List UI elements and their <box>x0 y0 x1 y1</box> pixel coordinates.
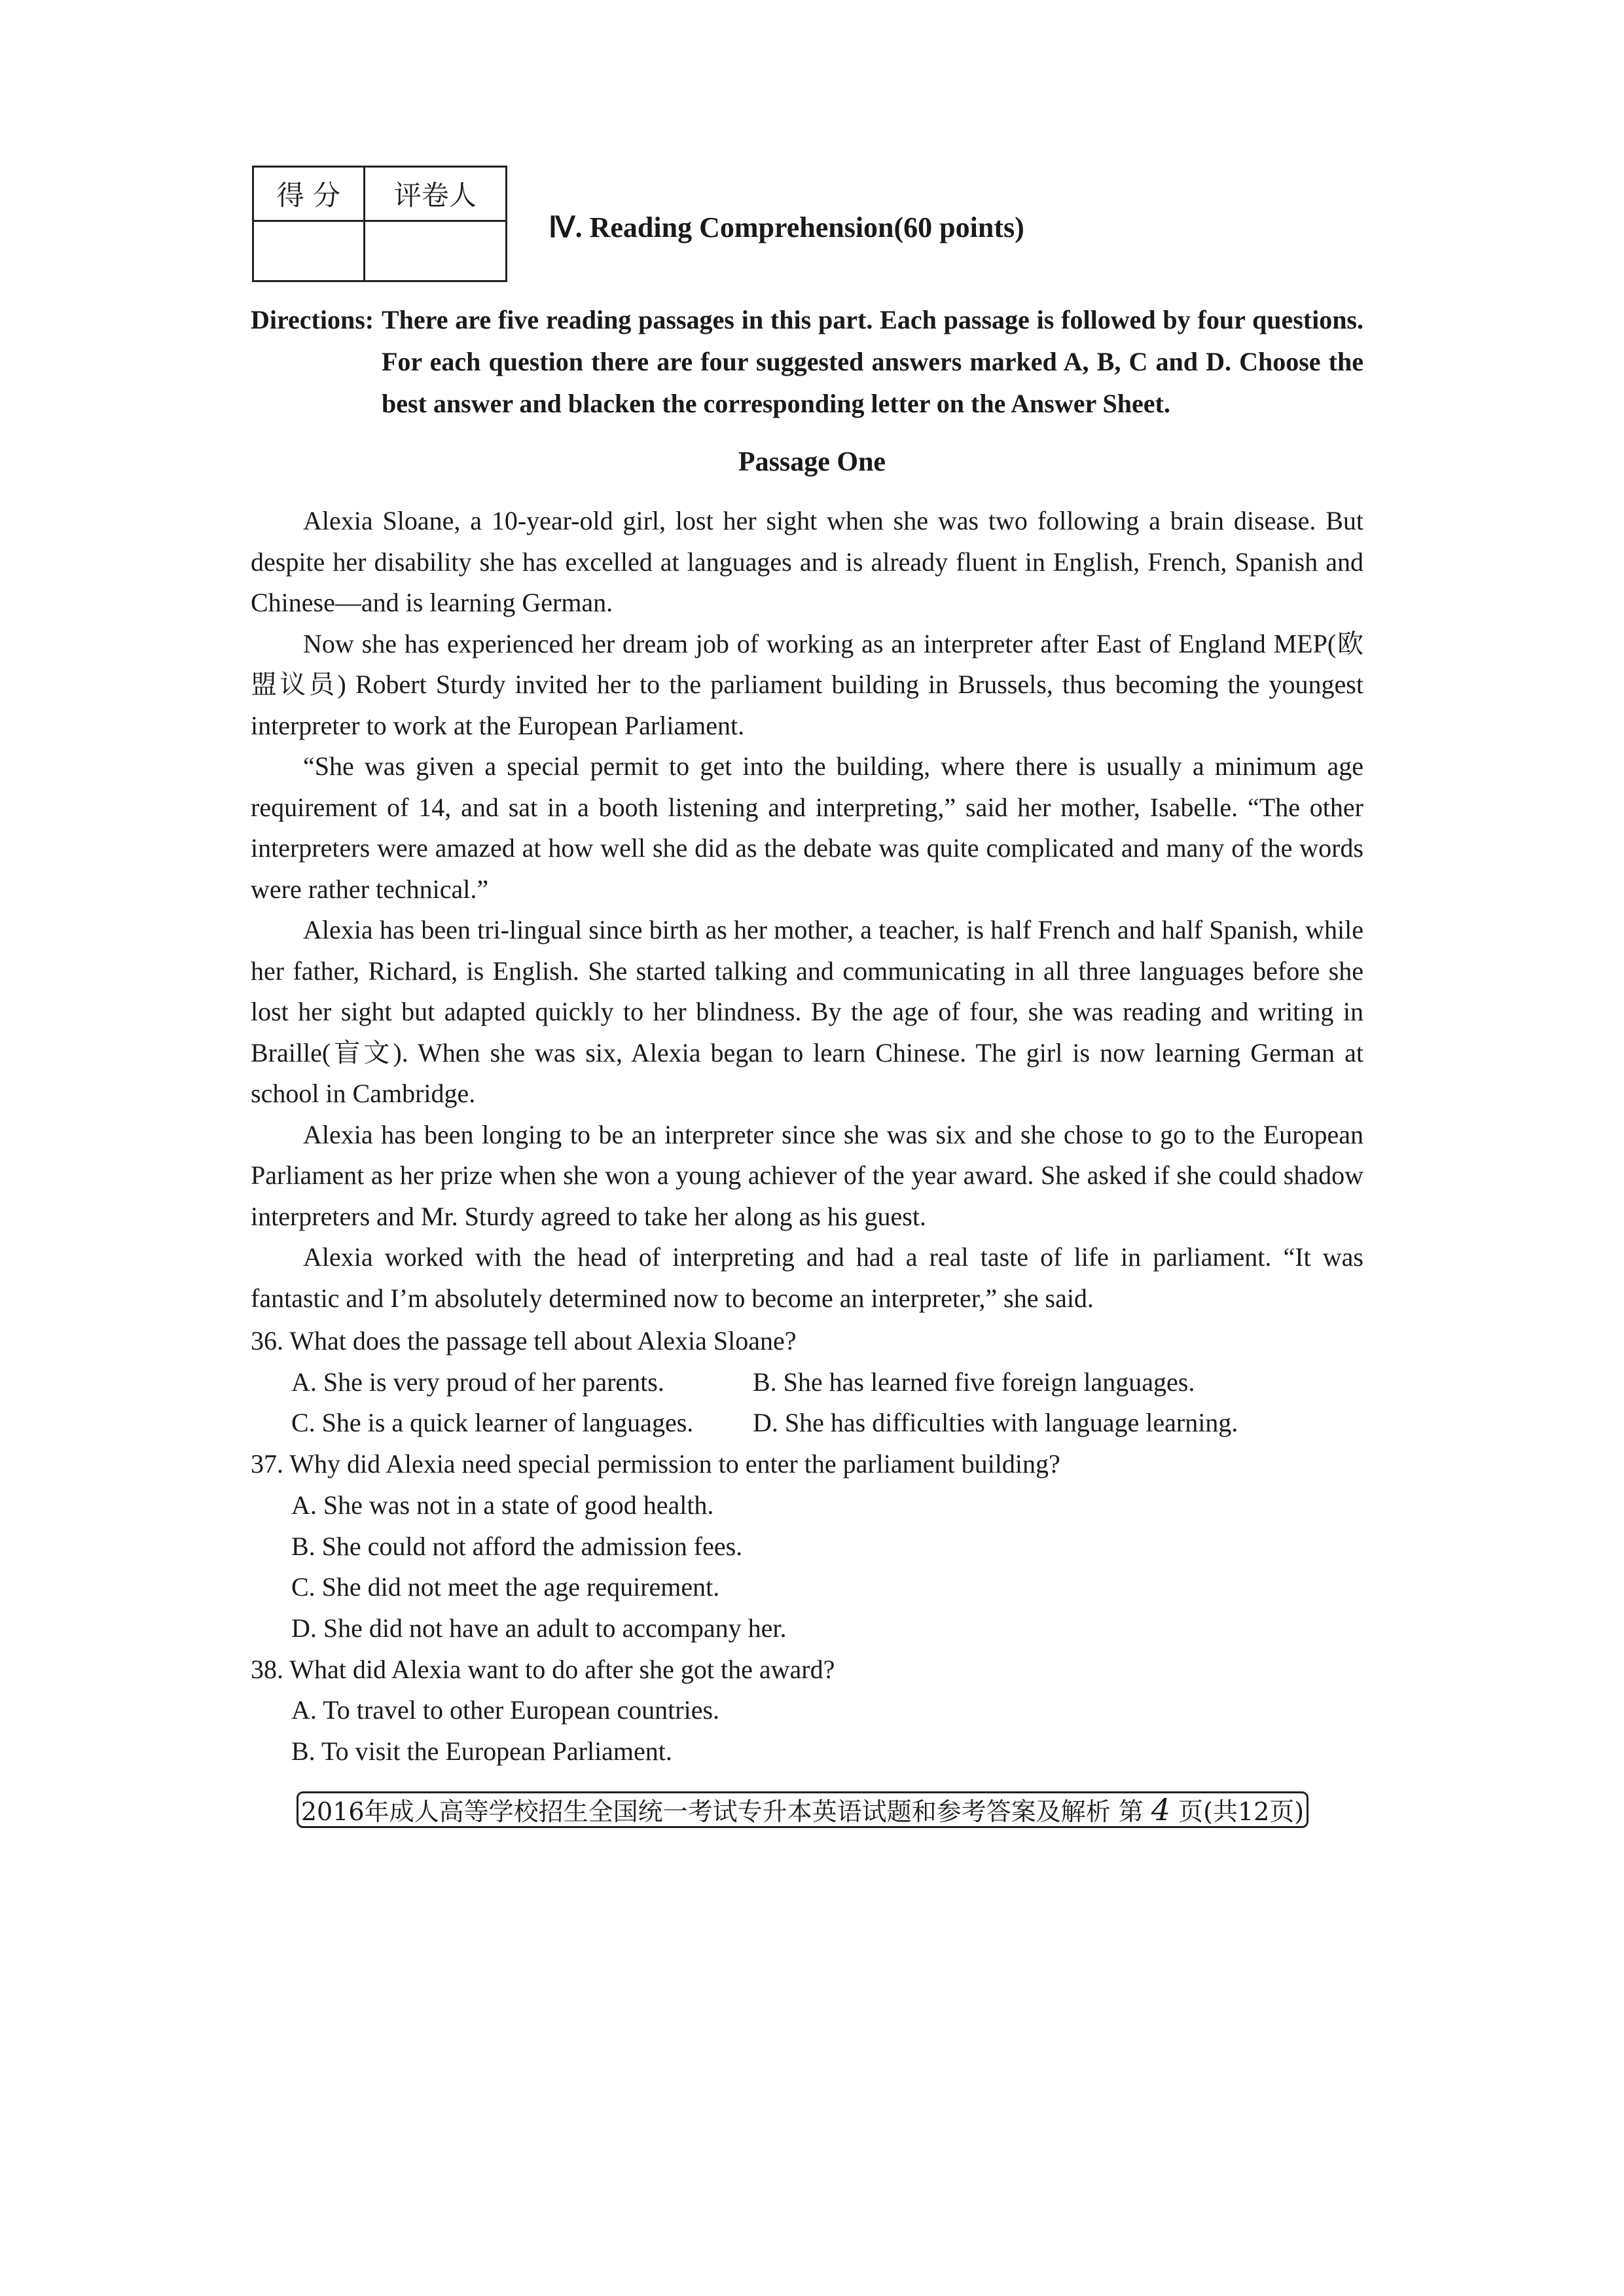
question-36-option-a: A. She is very proud of her parents. <box>291 1367 664 1397</box>
question-37-stem: 37. Why did Alexia need special permission to enter the parliament building? <box>251 1449 1060 1479</box>
page-footer <box>297 1791 1308 1828</box>
passage-title: Passage One <box>738 447 886 477</box>
passage-paragraph: Alexia Sloane, a 10-year-old girl, lost her sight when she was two following a brain disease. But despite her disability she has excelled at languages and is already fluent in English, French, Spanish and Chinese—and is learning German. <box>251 506 1363 617</box>
question-36-option-b: B. She has learned five foreign languages. <box>753 1367 1195 1397</box>
questions <box>251 1321 1363 1772</box>
score-label: 得 分 <box>253 167 365 221</box>
section-title: Ⅳ. Reading Comprehension(60 points) <box>549 211 1024 243</box>
question-36-option-d: D. She has difficulties with language learning. <box>753 1408 1238 1438</box>
question-38-stem: 38. What did Alexia want to do after she got the award? <box>251 1654 835 1684</box>
passage-body <box>251 501 1363 1319</box>
footer-text: 2016年成人高等学校招生全国统一考试专升本英语试题和参考答案及解析 第 <box>300 1797 1144 1826</box>
question-36-option-c: C. She is a quick learner of languages. <box>291 1408 694 1438</box>
passage-paragraph: Alexia worked with the head of interpreting and had a real taste of life in parliament. “It was fantastic and I’m absolutely determined now to become an interpreter,” she said. <box>251 1242 1363 1313</box>
question-36-options-row-2 <box>291 1403 1363 1444</box>
passage-paragraph: “She was given a special permit to get into the building, where there is usually a minimum age requirement of 14, and sat in a booth listening and interpreting,” said her mother, Isabelle. “The other interpreters were amazed at how well she did as the debate was quite complicated and many of the words were rather technical.” <box>251 751 1363 904</box>
passage-paragraph: Alexia has been tri-lingual since birth as her mother, a teacher, is half French and half Spanish, while her father, Richard, is English. She started talking and communicating in all three languages before she lost her sight but adapted quickly to her blindness. By the age of four, she was reading and writing in Braille(盲文). When she was six, Alexia began to learn Chinese. The girl is now learning German at school in Cambridge. <box>251 915 1363 1108</box>
passage-paragraph: Alexia has been longing to be an interpreter since she was six and she chose to go to the European Parliament as her prize when she won a young achiever of the year award. She asked if she could shadow interpreters and Mr. Sturdy agreed to take her along as his guest. <box>251 1119 1363 1231</box>
page-number: 4 <box>1151 1792 1171 1827</box>
question-38-option-a: A. To travel to other European countries. <box>291 1695 720 1725</box>
score-cell <box>253 221 365 281</box>
footer-suffix: 页(共12页) <box>1178 1797 1305 1826</box>
grader-cell <box>364 221 506 281</box>
question-38-option-b: B. To visit the European Parliament. <box>291 1736 672 1767</box>
question-36-options-row-1 <box>291 1362 1363 1403</box>
question-37-option-b: B. She could not afford the admission fees. <box>291 1531 743 1561</box>
directions <box>251 299 1363 425</box>
score-table <box>252 166 507 282</box>
question-37-option-c: C. She did not meet the age requirement. <box>291 1572 720 1602</box>
grader-label: 评卷人 <box>364 167 506 221</box>
directions-label: Directions: <box>251 305 374 334</box>
directions-text: There are five reading passages in this part. Each passage is followed by four questions. For each question there are four suggested answers marked A, B, C and D. Choose the best answer and blacken the corresponding letter on the Answer Sheet. <box>382 305 1363 418</box>
question-37-option-a: A. She was not in a state of good health. <box>291 1490 714 1520</box>
passage-paragraph: Now she has experienced her dream job of working as an interpreter after East of England MEP(欧盟议员) Robert Sturdy invited her to the parliament building in Brussels, thus becoming the youngest interpreter to work at the European Parliament. <box>251 628 1363 740</box>
question-37-option-d: D. She did not have an adult to accompany her. <box>291 1613 787 1643</box>
question-36-stem: 36. What does the passage tell about Alexia Sloane? <box>251 1326 797 1355</box>
